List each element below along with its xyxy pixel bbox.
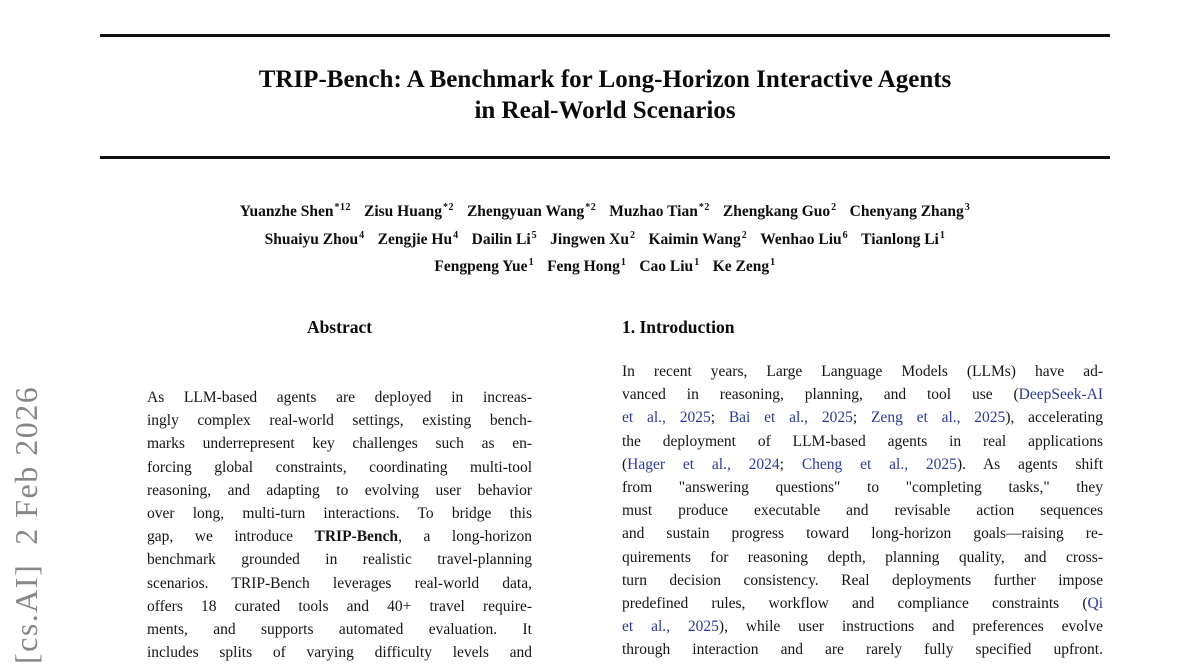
author-affiliation-marker: *2 xyxy=(442,202,454,213)
text-line xyxy=(147,595,532,618)
text-segment: benchmark grounded in realistic travel-planning xyxy=(147,551,532,569)
text-line xyxy=(147,409,532,432)
author-name: Dailin Li$^5$ xyxy=(471,229,538,248)
text-segment: over long, multi-turn interactions. To bridge this xyxy=(147,505,532,523)
text-line xyxy=(147,548,532,571)
text-line xyxy=(147,502,532,525)
author-name: Feng Hong$^1$ xyxy=(547,257,627,276)
text-line xyxy=(147,456,532,479)
text-line xyxy=(147,641,532,664)
introduction-section xyxy=(622,316,1103,662)
author-name: Chenyang Zhang$^3$ xyxy=(849,202,971,221)
text-line xyxy=(622,615,1103,638)
text-line xyxy=(622,499,1103,522)
author-affiliation-marker: 2 xyxy=(741,229,748,241)
author-affiliation-marker: 6 xyxy=(842,229,849,241)
text-line xyxy=(622,430,1103,453)
citation-link[interactable]: Qi xyxy=(1087,595,1103,613)
author-affiliation-marker: 1 xyxy=(770,257,776,269)
text-segment: ments, and supports automated evaluation. It xyxy=(147,621,532,639)
author-name: Jingwen Xu$^2$ xyxy=(550,229,636,248)
abstract-heading: Abstract xyxy=(306,317,373,337)
text-line xyxy=(622,360,1103,383)
text-segment: and sustain progress toward long-horizon goals—raising re- xyxy=(622,525,1103,543)
author-affiliation-marker: 3 xyxy=(964,202,971,213)
author-name: Zisu Huang$^{*2}$ xyxy=(363,202,454,221)
paper-title xyxy=(100,64,1110,126)
text-line xyxy=(147,525,532,548)
text-segment: gap, we introduce xyxy=(147,528,315,546)
text-segment: ), accelerating xyxy=(1005,409,1103,427)
text-segment: through interaction and are rarely fully specified upfront. xyxy=(622,641,1103,659)
text-segment: offers 18 curated tools and 40+ travel require- xyxy=(147,597,532,615)
author-affiliation-marker: *12 xyxy=(334,202,351,213)
author-line xyxy=(100,196,1110,224)
text-segment: predefined rules, workflow and compliance constraints ( xyxy=(622,595,1088,613)
author-name: Muzhao Tian$^{*2}$ xyxy=(609,202,710,221)
text-line xyxy=(147,572,532,595)
author-affiliation-marker: 5 xyxy=(531,229,538,241)
text-line xyxy=(622,592,1103,615)
author-line xyxy=(100,251,1110,279)
text-line xyxy=(622,569,1103,592)
author-name: Zengjie Hu$^4$ xyxy=(377,229,459,248)
text-segment: ; xyxy=(779,455,802,473)
author-affiliation-marker: 2 xyxy=(629,229,636,241)
author-affiliation-marker: 4 xyxy=(359,229,365,241)
text-line xyxy=(147,432,532,455)
text-line xyxy=(147,479,532,502)
text-segment: As LLM-based agents are deployed in increas- xyxy=(147,389,532,406)
text-segment: turn decision consistency. Real deployments further impose xyxy=(622,571,1103,589)
text-segment: ingly complex real-world settings, existing bench- xyxy=(147,412,532,430)
text-segment: ; xyxy=(852,409,871,427)
introduction-heading: 1. Introduction xyxy=(622,317,735,337)
text-segment: includes splits of varying difficulty levels and xyxy=(147,644,532,662)
introduction-body xyxy=(622,360,1103,662)
text-line xyxy=(622,383,1103,406)
author-name: Tianlong Li$^1$ xyxy=(861,229,946,248)
text-segment: scenarios. TRIP-Bench leverages real-world data, xyxy=(147,574,532,592)
author-affiliation-marker: *2 xyxy=(585,202,597,213)
author-affiliation-marker: 1 xyxy=(939,229,946,241)
text-segment: ). As agents shift xyxy=(956,455,1104,473)
author-affiliation-marker: 4 xyxy=(453,229,459,241)
author-line xyxy=(100,224,1110,252)
text-segment: , a long-horizon xyxy=(398,528,532,546)
author-affiliation-marker: 1 xyxy=(694,257,700,269)
author-name: Zhengkang Guo$^2$ xyxy=(722,202,837,221)
title-rule-bottom xyxy=(100,156,1110,159)
text-line xyxy=(147,386,532,409)
author-lines xyxy=(100,196,1110,279)
text-line xyxy=(622,406,1103,429)
abstract-body xyxy=(147,386,532,664)
text-segment: forcing global constraints, coordinating multi-tool xyxy=(147,458,532,476)
text-segment: ), while user instructions and preferences evolve xyxy=(718,618,1103,636)
citation-link[interactable]: Bai et al., 2025 xyxy=(728,409,853,427)
author-name: Yuanzhe Shen$^{*12}$ xyxy=(239,202,351,221)
text-line xyxy=(622,546,1103,569)
citation-link[interactable]: Hager et al., 2024 xyxy=(627,455,780,473)
text-segment: ( xyxy=(622,455,628,473)
text-segment: reasoning, and adapting to evolving user behavior xyxy=(147,481,532,499)
text-segment: vanced in reasoning, planning, and tool use ( xyxy=(622,386,1019,404)
paper-title-line1: TRIP-Bench: A Benchmark for Long-Horizon Interactive Agents xyxy=(258,66,952,93)
text-segment: the deployment of LLM-based agents in real applications xyxy=(622,432,1103,450)
text-line xyxy=(622,638,1103,661)
citation-link[interactable]: Cheng et al., 2025 xyxy=(801,455,957,473)
text-segment: must produce executable and revisable action sequences xyxy=(622,502,1103,520)
text-segment: ; xyxy=(710,409,729,427)
citation-link[interactable]: DeepSeek-AI xyxy=(1018,386,1103,404)
author-name: Shuaiyu Zhou$^4$ xyxy=(264,229,365,248)
author-name: Kaimin Wang$^2$ xyxy=(648,229,748,248)
author-affiliation-marker: 2 xyxy=(831,202,837,213)
author-name: Wenhao Liu$^6$ xyxy=(760,229,849,248)
text-line xyxy=(147,618,532,641)
author-name: Ke Zeng$^1$ xyxy=(712,257,776,276)
author-name: Zhengyuan Wang$^{*2}$ xyxy=(466,202,597,221)
text-segment: In recent years, Large Language Models (LLMs) have ad- xyxy=(622,363,1103,380)
author-affiliation-marker: 1 xyxy=(528,257,535,269)
abstract-section xyxy=(147,316,532,664)
author-affiliation-marker: *2 xyxy=(698,202,710,213)
text-line xyxy=(622,522,1103,545)
citation-link[interactable]: et al., 2025 xyxy=(622,409,711,427)
text-segment: from "answering questions" to "completing tasks," they xyxy=(622,479,1103,497)
citation-link[interactable]: Zeng et al., 2025 xyxy=(870,409,1006,427)
arxiv-stamp: [cs.AI] 2 Feb 2026 xyxy=(8,385,44,664)
author-name: Cao Liu$^1$ xyxy=(639,257,700,276)
title-rule-top xyxy=(100,34,1110,37)
paper-title-line2: in Real-World Scenarios xyxy=(474,97,736,124)
author-name: Fengpeng Yue$^1$ xyxy=(434,257,535,276)
citation-link[interactable]: et al., 2025 xyxy=(622,618,719,636)
text-line xyxy=(622,453,1103,476)
author-affiliation-marker: 1 xyxy=(620,257,627,269)
text-line xyxy=(622,476,1103,499)
text-segment: marks underrepresent key challenges such as en- xyxy=(147,435,532,453)
text-segment: quirements for reasoning depth, planning quality, and cross- xyxy=(622,548,1103,566)
text-segment-bold: TRIP-Bench xyxy=(314,528,399,546)
